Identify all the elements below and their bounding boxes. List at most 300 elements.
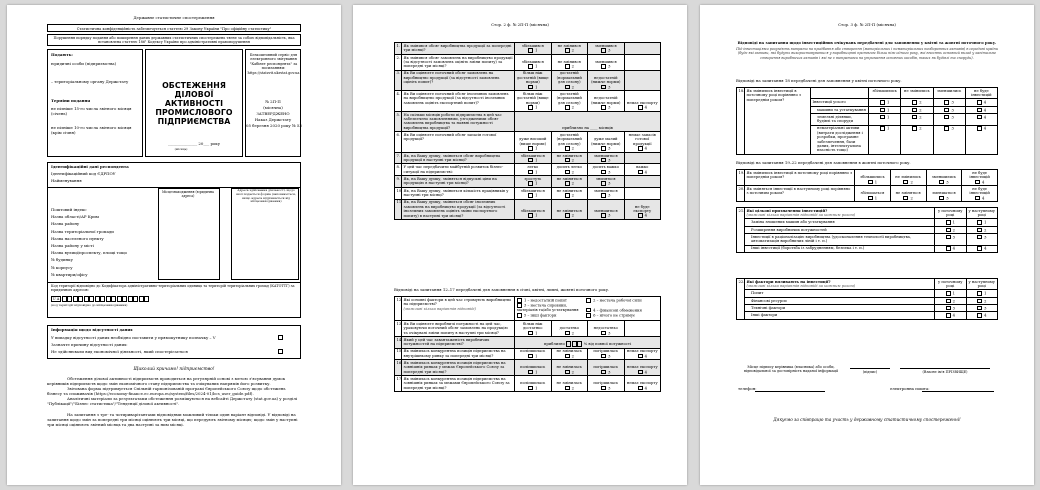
answer-option[interactable]: зменшився 3 <box>588 43 625 55</box>
answer-option[interactable]: дуже малий (нижче норми) 3 <box>588 132 625 153</box>
factor-option[interactable]: 2 – нестача робочої сили <box>586 298 655 303</box>
answer-option[interactable]: недостатній (нижче норми) 3 <box>588 91 625 112</box>
option-checkbox[interactable] <box>880 115 885 120</box>
option-checkbox[interactable] <box>601 48 606 53</box>
invest-row: земельні ділянки, будівлі та споруди 1 2 3 4 <box>737 114 998 125</box>
current-year-checkbox[interactable]: 2 <box>935 297 967 304</box>
edrpou-label: Ідентифікаційний код ЄДРПОУ <box>51 171 116 176</box>
question-number: 7. <box>395 152 402 164</box>
option-label: немає експорту <box>626 349 658 354</box>
next-year-checkbox[interactable]: 4 <box>966 312 998 319</box>
answer-option[interactable]: не буде експорту 4 <box>624 199 661 219</box>
option-label: поліпшилась <box>520 381 546 386</box>
absence-box <box>47 325 301 359</box>
question-number: 10. <box>395 187 402 199</box>
option-checkbox[interactable] <box>638 370 643 375</box>
option-checkbox[interactable] <box>565 48 570 53</box>
current-year-checkbox[interactable]: 1 <box>935 219 967 226</box>
option-checkbox[interactable] <box>565 354 570 359</box>
address-row-label: Назва району у місті <box>51 243 94 248</box>
option-checkbox[interactable] <box>528 48 533 53</box>
name-label: Найменування <box>51 178 82 183</box>
answer-option[interactable]: не зміняться 2 <box>890 186 926 202</box>
option-checkbox[interactable] <box>912 115 917 120</box>
question-row <box>395 43 661 55</box>
answer-option[interactable]: зменшиться 3 <box>588 187 625 199</box>
option-label: збільшиться <box>520 209 545 214</box>
form-period: (місячна) <box>263 105 283 110</box>
form-title: ОБСТЕЖЕННЯ ДІЛОВОЇ АКТИВНОСТІ ПРОМИСЛОВОГО ПІДПРИЄМСТВА <box>155 81 233 126</box>
answer-option[interactable]: зменшиться 3 <box>588 199 625 219</box>
answer-option[interactable]: недостатньо 3 <box>588 320 625 336</box>
answer-option[interactable]: 1 <box>869 125 901 154</box>
agency-title: Державне статистичне спостереження <box>133 15 215 20</box>
option-checkbox[interactable] <box>638 213 643 218</box>
purpose-row: Інші інвестиції (боротьба із забрудненням, безпека і т. п.) 4 4 <box>737 245 998 252</box>
answer-option[interactable]: не буде інвестицій 4 <box>962 186 998 202</box>
option-checkbox[interactable] <box>880 126 885 131</box>
option-checkbox[interactable] <box>528 370 533 375</box>
answer-option[interactable]: збільшиться 1 <box>515 187 552 199</box>
option-checkbox[interactable] <box>565 170 570 175</box>
answer-option[interactable]: 1 <box>869 114 901 125</box>
question-row <box>395 164 661 176</box>
next-year-checkbox[interactable]: 4 <box>966 245 998 252</box>
option-checkbox[interactable] <box>517 313 522 318</box>
question-row <box>395 54 661 70</box>
month-caption: (місяць) <box>174 147 188 151</box>
option-checkbox[interactable] <box>939 180 944 185</box>
option-checkbox[interactable] <box>565 370 570 375</box>
option-checkbox[interactable] <box>565 85 570 90</box>
question-21-table <box>736 207 998 253</box>
absence-title: Інформація щодо відсутності даних <box>51 327 133 332</box>
option-checkbox[interactable] <box>528 146 533 151</box>
option-checkbox[interactable] <box>528 386 533 391</box>
option-checkbox[interactable] <box>601 170 606 175</box>
answer-option[interactable]: збільшаться 1 <box>855 186 891 202</box>
answer-option[interactable]: поліпшилась 1 <box>515 348 552 360</box>
option-checkbox[interactable] <box>944 115 949 120</box>
option-label: знизяться <box>595 176 616 181</box>
answer-option[interactable]: зменшиться 3 <box>588 152 625 164</box>
answer-option[interactable]: немає запасів готової продукції 4 <box>624 132 661 153</box>
answer-option[interactable]: дуже високий (вище норми) 1 <box>515 132 552 153</box>
absence-reason-checkbox[interactable] <box>278 349 283 354</box>
address-row-label: № будинку <box>51 257 73 263</box>
answer-option[interactable]: збільшився 1 <box>515 43 552 55</box>
absence-line-1: У випадку відсутності даних необхідно поставити у прямокутнику позначку – V <box>51 335 216 340</box>
option-checkbox[interactable] <box>528 105 533 110</box>
option-checkbox[interactable] <box>601 146 606 151</box>
capacity-input[interactable]: приблизно % від повної потужності <box>515 337 661 348</box>
legal-address-field[interactable] <box>158 188 220 280</box>
question-row: 16. Як змінилась конкурентна позиція підприємства на зовнішніх ринках у межах Європейського Союзу за попередні три місяці? поліпшилась 1 не змінилась 2 погіршилась 3 немає експорту 4 <box>395 360 661 376</box>
question-row: 20. Як зміняться інвестиції в наступному році порівняно з поточним роком? збільшаться 1 не зміняться 2 зменшаться 3 не буде інвестицій 4 <box>737 186 998 202</box>
option-checkbox[interactable] <box>601 85 606 90</box>
address-row-label: Назва області/АР Крим <box>51 214 99 220</box>
approved: ЗАТВЕРДЖЕНО <box>256 111 290 116</box>
option-checkbox[interactable] <box>977 108 982 113</box>
purpose-row: Інвестиції в раціоналізацію виробництва (удосконалення технології виробництва, автоматизація виробничих ліній і т. п.) 3 3 <box>737 234 998 245</box>
answer-option[interactable]: поліпшилась 1 <box>515 376 552 392</box>
option-label: немає експорту <box>626 381 658 386</box>
option-checkbox[interactable] <box>975 180 980 185</box>
answer-option[interactable]: погіршилась 3 <box>588 360 625 376</box>
option-checkbox[interactable] <box>601 213 606 218</box>
question-number: 11. <box>395 199 402 219</box>
page2-header: Стор. 2 ф. № 2П-П (місячна) <box>491 22 549 27</box>
option-checkbox[interactable] <box>528 181 533 186</box>
answer-option[interactable]: не зміниться 2 <box>551 152 588 164</box>
address-row-label: № корпусу <box>51 264 73 270</box>
answer-option[interactable]: більш ніж достатній (вище норми) 1 <box>515 70 552 91</box>
option-checkbox[interactable] <box>565 193 570 198</box>
answer-option[interactable]: не зміняться 2 <box>551 176 588 188</box>
invest-intro-title: Відповіді на запитання щодо інвестиційних очікувань передбачені для заповнення у квітні та жовтні поточного року. <box>737 41 997 45</box>
current-year-checkbox[interactable]: 4 <box>935 245 967 252</box>
question-text: Як, на Вашу думку, зміняться відпускні ціни на продукцію в наступні три місяці? <box>402 176 515 188</box>
question-text: У цей час передбачити майбутній розвиток бізнес-ситуації на підприємстві: <box>402 164 515 176</box>
option-checkbox[interactable] <box>565 386 570 391</box>
option-checkbox[interactable] <box>939 196 944 201</box>
option-checkbox[interactable] <box>528 158 533 163</box>
option-checkbox[interactable] <box>944 126 949 131</box>
answer-option[interactable]: зростуть 1 <box>515 176 552 188</box>
submitters-box <box>47 49 143 157</box>
option-label: немає експорту <box>626 365 658 370</box>
answer-option[interactable]: погіршилась 3 <box>588 348 625 360</box>
answer-option[interactable]: не зміниться 2 <box>551 199 588 219</box>
option-checkbox[interactable] <box>528 193 533 198</box>
option-checkbox[interactable] <box>912 108 917 113</box>
option-checkbox[interactable] <box>565 181 570 186</box>
answer-option[interactable]: збільшились 1 <box>855 170 891 186</box>
option-checkbox[interactable] <box>601 158 606 163</box>
factor-option[interactable]: 4 – фінансові обмеження <box>586 308 655 313</box>
question-header: 21. Які цільові призначення інвестицій? (можливі кілька варіантів відповіді за кожним роком) у поточному році у наступному році <box>737 208 998 219</box>
submit-label: Подають: <box>51 52 73 57</box>
option-label: поліпшилась <box>520 349 546 354</box>
answer-option[interactable]: 1 <box>869 99 901 106</box>
answer-option[interactable]: легко 1 <box>515 164 552 176</box>
address-head-left: Місцезнаходження (юридична адреса) <box>162 190 214 198</box>
option-label: збільшився <box>521 59 544 64</box>
answer-option[interactable]: достатньо 2 <box>551 320 588 336</box>
question-header: 22. Які фактори впливають на інвестиції? (можливі кілька варіантів відповіді за кожним роком) у поточному році у наступному році <box>737 279 998 290</box>
current-year-checkbox[interactable]: 2 <box>935 226 967 233</box>
invest-row: нематеріальні активи (витрати дослідження і розробки, програмне забезпечення, бази даних, інтелектуальна власність тощо) 1 2 3 4 <box>737 125 998 154</box>
answer-option[interactable]: знизяться 3 <box>588 176 625 188</box>
submit-item-1: юридичні особи (підприємства) <box>51 61 117 66</box>
confidentiality-box: Статистична конфіденційність забезпечується статтею 29 Закону України "Про офіційну статистику" <box>47 24 301 32</box>
option-label: погіршилась <box>593 349 619 354</box>
next-year-checkbox[interactable]: 2 <box>966 226 998 233</box>
option-checkbox[interactable] <box>528 354 533 359</box>
answer-option[interactable]: не змінилась 2 <box>551 360 588 376</box>
answer-option[interactable]: не зміниться 2 <box>551 187 588 199</box>
answer-option[interactable]: 3 <box>933 99 965 106</box>
next-year-checkbox[interactable]: 2 <box>966 297 998 304</box>
option-checkbox[interactable] <box>638 386 643 391</box>
option-checkbox[interactable] <box>977 126 982 131</box>
option-checkbox[interactable] <box>601 193 606 198</box>
purpose-row: Фінансові ресурси 2 2 <box>737 297 998 304</box>
paragraph-2: Звітована форма підтримується Спільній гармонізованій програмі Європейського Союзу щодо обстежень бізнесу та споживачів (https://economy-finance.ec.europa.eu/system/files/2024-01/bcs_user_guide.pdf). <box>47 386 286 396</box>
current-year-checkbox[interactable]: 4 <box>935 312 967 319</box>
option-checkbox[interactable] <box>601 181 606 186</box>
questions-19-20-table <box>736 169 998 202</box>
option-label: збільшиться <box>520 153 545 158</box>
option-checkbox[interactable] <box>528 85 533 90</box>
question-row <box>395 91 661 112</box>
option-checkbox[interactable] <box>638 354 643 359</box>
answer-option[interactable]: збільшився 1 <box>515 54 552 70</box>
answer-option[interactable]: досить легко 2 <box>551 164 588 176</box>
option-checkbox[interactable] <box>517 298 522 303</box>
address-row-label: № квартири/офісу <box>51 271 88 277</box>
option-label: не змінилась <box>556 365 582 370</box>
invest-row: машини та устаткування 1 2 3 4 <box>737 106 998 113</box>
option-label: зменшився <box>594 59 617 64</box>
question-row: 14. Який у цей час завантаженість виробничих потужностей на підприємстві? приблизно % від повної потужності <box>395 337 661 348</box>
option-label: достатній (нормальний для сезону) <box>556 132 582 146</box>
identification-box <box>47 162 301 318</box>
option-checkbox[interactable] <box>586 308 591 313</box>
answer-option[interactable]: не змінився 2 <box>551 54 588 70</box>
form-info-box <box>245 49 301 157</box>
questions-table-1-11 <box>394 42 661 220</box>
option-checkbox[interactable] <box>912 126 917 131</box>
option-label: не буде експорту <box>633 204 652 214</box>
questions-table-12-17 <box>394 296 661 392</box>
question-row <box>395 199 661 219</box>
question-number: 3. <box>395 70 402 91</box>
answer-option[interactable]: не змінився 2 <box>551 43 588 55</box>
question-number: 8. <box>395 164 402 176</box>
option-checkbox[interactable] <box>944 108 949 113</box>
factor-option[interactable]: 3 – нестача сировини, матеріалів та/або устаткування <box>517 303 579 313</box>
answer-option[interactable]: 4 <box>965 99 997 106</box>
invest-row: Інвестиції усього 1 2 3 4 <box>737 99 998 106</box>
option-checkbox[interactable] <box>565 158 570 163</box>
option-checkbox[interactable] <box>528 331 533 336</box>
answer-option[interactable]: більш ніж достатній (вище норми) 1 <box>515 91 552 112</box>
katottg-code[interactable] <box>51 296 150 302</box>
question-row: 13. Як Ви оцінюєте виробничі потужності на цей час, ураховуючи поточний обсяг замовлень на продукцію та очікувані зміни попиту в наступні три місяці? більш ніж достатньо 1 достатньо 2 недостатньо 3 <box>395 320 661 336</box>
option-label: легко <box>527 165 539 170</box>
answer-option[interactable]: немає експорту 4 <box>624 91 661 112</box>
question-number: 2. <box>395 54 402 70</box>
option-label: не зміниться <box>556 209 582 214</box>
option-label: достатній (нормальний для сезону) <box>556 71 582 85</box>
question-row <box>395 152 661 164</box>
next-year-checkbox[interactable]: 1 <box>966 290 998 297</box>
answer-months[interactable]: приблизно на ____ місяців <box>515 111 661 131</box>
answer-option[interactable]: не змінились 2 <box>890 170 926 186</box>
answer-option[interactable]: достатній (нормальний для сезону) 2 <box>551 70 588 91</box>
option-checkbox[interactable] <box>601 354 606 359</box>
option-label: не змінилась <box>556 381 582 386</box>
option-checkbox[interactable] <box>638 170 643 175</box>
option-checkbox[interactable] <box>944 100 949 105</box>
answer-option[interactable]: 3 <box>933 125 965 154</box>
purpose-row: Попит 1 1 <box>737 290 998 297</box>
option-checkbox[interactable] <box>586 313 591 318</box>
form-page-1 <box>7 5 341 485</box>
next-year-checkbox[interactable]: 3 <box>966 234 998 245</box>
ua-prefix: U A <box>52 297 60 301</box>
term-item-1: не пізніше 15-го числа звітного місяця (січень) <box>51 106 132 116</box>
option-label: не зміняться <box>556 176 582 181</box>
factor-option[interactable]: 6 – нічого не стримує <box>586 313 655 318</box>
invest-intro-text: Під інвестиціями розуміють витрати на придбання або створення (матеріальних і нематеріальних необоротних активів) в середині країни (будь-які активи, які будуть використовуватися у виробництві протягом більш ніж одного року, які вносять основний вклад у капітальне створення виробничих активів і які не є витратами на утримання основних засобів, таких як будівлі та споруди). <box>736 47 998 60</box>
question-number: 9. <box>395 176 402 188</box>
answer-option[interactable]: зменшився 3 <box>588 54 625 70</box>
option-checkbox[interactable] <box>601 370 606 375</box>
katottg-label: Код території відповідно до Кодифікатора адміністративно-територіальних одиниць та територій територіальних громад (КАТОТТГ) за юридичною адресою <box>51 284 295 293</box>
phone-label: телефон: <box>738 386 757 391</box>
answer-option[interactable]: 2 <box>901 106 933 113</box>
option-checkbox[interactable] <box>975 196 980 201</box>
answer-option[interactable]: достатній (нормальний для сезону) 2 <box>551 91 588 112</box>
option-checkbox[interactable] <box>868 196 873 201</box>
option-checkbox[interactable] <box>601 64 606 69</box>
activity-address-field[interactable] <box>231 188 299 280</box>
question-18-header: 18. Як змінились інвестиції в поточному році порівняно з попереднім роком? збільшились не змінились зменшились не буде інвестицій <box>737 88 998 99</box>
answer-option[interactable]: 3 <box>933 106 965 113</box>
answer-option[interactable]: не змінилась 2 <box>551 376 588 392</box>
next-year-checkbox[interactable]: 3 <box>966 305 998 312</box>
option-checkbox[interactable] <box>977 100 982 105</box>
answer-option[interactable]: 4 <box>965 106 997 113</box>
answer-option[interactable]: 2 <box>901 114 933 125</box>
option-checkbox[interactable] <box>903 180 908 185</box>
phone-field[interactable] <box>755 391 825 392</box>
option-checkbox[interactable] <box>601 105 606 110</box>
option-label: досить важко <box>592 165 619 170</box>
next-year-checkbox[interactable]: 1 <box>966 219 998 226</box>
option-label: не змінився <box>557 59 581 64</box>
answer-option[interactable]: немає експорту 4 <box>624 348 661 360</box>
katottg-caption: (код території відповідно до місцезнаходження) <box>51 303 128 307</box>
address-row-label: Поштовий індекс <box>51 207 87 212</box>
violation-box: Порушення порядку подання або поширення даних державних статистичних спостережень тягне за собою відповідальність, яка встановлена статтею 186¹ Кодексу України про адміністративні правопорушення <box>47 34 301 46</box>
purpose-row: Інші фактори 4 4 <box>737 312 998 319</box>
option-checkbox[interactable] <box>880 108 885 113</box>
option-checkbox[interactable] <box>638 105 643 110</box>
purpose-row: Технічні фактори 3 3 <box>737 305 998 312</box>
option-checkbox[interactable] <box>565 146 570 151</box>
option-checkbox[interactable] <box>880 100 885 105</box>
answer-option[interactable]: поліпшилась 1 <box>515 360 552 376</box>
option-checkbox[interactable] <box>977 115 982 120</box>
paragraph-3: Аналітичні матеріали за результатами обстеження розміщуються на вебсайті Держстату (stat.gov.ua) у розділі "Публікації"/"Бізнес статистика"/"Тенденції ділової активності". <box>47 396 298 406</box>
answer-option[interactable]: важко 4 <box>624 164 661 176</box>
address-row-label: Назва району <box>51 221 80 227</box>
question-row <box>395 132 661 153</box>
question-row <box>395 70 661 91</box>
option-label: погіршилась <box>593 365 619 370</box>
answer-option[interactable]: 3 <box>933 114 965 125</box>
option-checkbox[interactable] <box>601 386 606 391</box>
option-label: збільшився <box>521 43 544 48</box>
answer-option[interactable]: зменшились 3 <box>926 170 962 186</box>
note-12-17: Відповіді на запитання 12–17 передбачені для заповнення в січні, квітні, липні, жовтні поточного року. <box>394 287 610 292</box>
email-field[interactable] <box>922 391 994 392</box>
answer-option[interactable]: немає експорту 4 <box>624 360 661 376</box>
answer-option[interactable]: 4 <box>965 114 997 125</box>
option-checkbox[interactable] <box>565 213 570 218</box>
option-label: зменшиться <box>593 209 618 214</box>
order-date: 05 березня 2020 року № 53 <box>246 123 302 128</box>
option-label: збільшиться <box>520 188 545 193</box>
option-label: важко <box>636 165 649 170</box>
option-label: не зміниться <box>556 153 582 158</box>
answer-option[interactable]: погіршилась 3 <box>588 376 625 392</box>
answer-option[interactable]: 1 <box>869 106 901 113</box>
question-row: 12. Які основні фактори в цей час стримують виробництво на підприємстві? (можливі кілька варіантів відповіді) 1 – недостатній попит 2 – нестача робочої сили3 – нестача сировини, матеріалів та/або устаткування 4 – фінансові обмеження5 – інші фактори 6 – нічого не стримує <box>395 297 661 321</box>
answer-option[interactable]: не змінилась 2 <box>551 348 588 360</box>
answer-option[interactable]: більш ніж достатньо 1 <box>515 320 552 336</box>
absence-checkbox[interactable] <box>278 335 283 340</box>
question-row <box>395 111 661 131</box>
option-label: дуже високий (вище норми) <box>519 137 547 146</box>
factor-option[interactable]: 5 – інші фактори <box>517 313 586 318</box>
year-line: _______________ 20___ року <box>168 141 220 146</box>
answer-option[interactable]: достатній (нормальний для сезону) 2 <box>551 132 588 153</box>
answer-option[interactable]: 2 <box>901 125 933 154</box>
form-page-2 <box>353 5 687 485</box>
option-checkbox[interactable] <box>912 100 917 105</box>
answer-option[interactable]: не буде інвестицій 4 <box>962 170 998 186</box>
factor-option[interactable]: 1 – недостатній попит <box>517 298 586 303</box>
option-checkbox[interactable] <box>903 196 908 201</box>
option-checkbox[interactable] <box>528 213 533 218</box>
current-year-checkbox[interactable]: 3 <box>935 234 967 245</box>
current-year-checkbox[interactable]: 1 <box>935 290 967 297</box>
answer-option[interactable]: 4 <box>965 125 997 154</box>
question-row: 19. Як змінились інвестиції в поточному році порівняно з попереднім роком? збільшились 1 не змінились 2 зменшились 3 не буде інвестицій 4 <box>737 170 998 186</box>
option-checkbox[interactable] <box>528 170 533 175</box>
option-label: зменшиться <box>593 188 618 193</box>
option-checkbox[interactable] <box>565 331 570 336</box>
answer-option[interactable]: недостатній (нижче норми) 3 <box>588 70 625 91</box>
answer-option[interactable]: немає експорту 4 <box>624 376 661 392</box>
question-18-table <box>736 87 998 155</box>
answer-option[interactable]: 2 <box>901 99 933 106</box>
option-label: немає експорту <box>626 100 658 105</box>
answer-option[interactable]: зменшаться 3 <box>926 186 962 202</box>
purpose-row: Розширення виробничих потужностей 2 2 <box>737 226 998 233</box>
option-checkbox[interactable] <box>638 146 643 151</box>
option-checkbox[interactable] <box>565 105 570 110</box>
current-year-checkbox[interactable]: 3 <box>935 305 967 312</box>
answer-option[interactable]: збільшиться 1 <box>515 152 552 164</box>
paragraph-1: Обстеження ділової активності підприємств проводиться на регулярній основі з метою з'ясування думок керівників підприємств щодо змін економічного стану підприємства та очікуваних напрямів його розвитку. <box>47 376 286 386</box>
answer-option[interactable]: досить важко 3 <box>588 164 625 176</box>
option-label: недостатньо <box>593 326 618 331</box>
option-checkbox[interactable] <box>586 298 591 303</box>
option-checkbox[interactable] <box>601 331 606 336</box>
option-checkbox[interactable] <box>565 64 570 69</box>
answer-option[interactable]: збільшиться 1 <box>515 199 552 219</box>
option-label: недостатній (нижче норми) <box>591 96 621 105</box>
option-checkbox[interactable] <box>528 64 533 69</box>
question-number: 6. <box>395 132 402 153</box>
option-checkbox[interactable] <box>868 180 873 185</box>
question-text: Як змінився обсяг виробництва продукції за попередні три місяці? <box>402 43 515 55</box>
